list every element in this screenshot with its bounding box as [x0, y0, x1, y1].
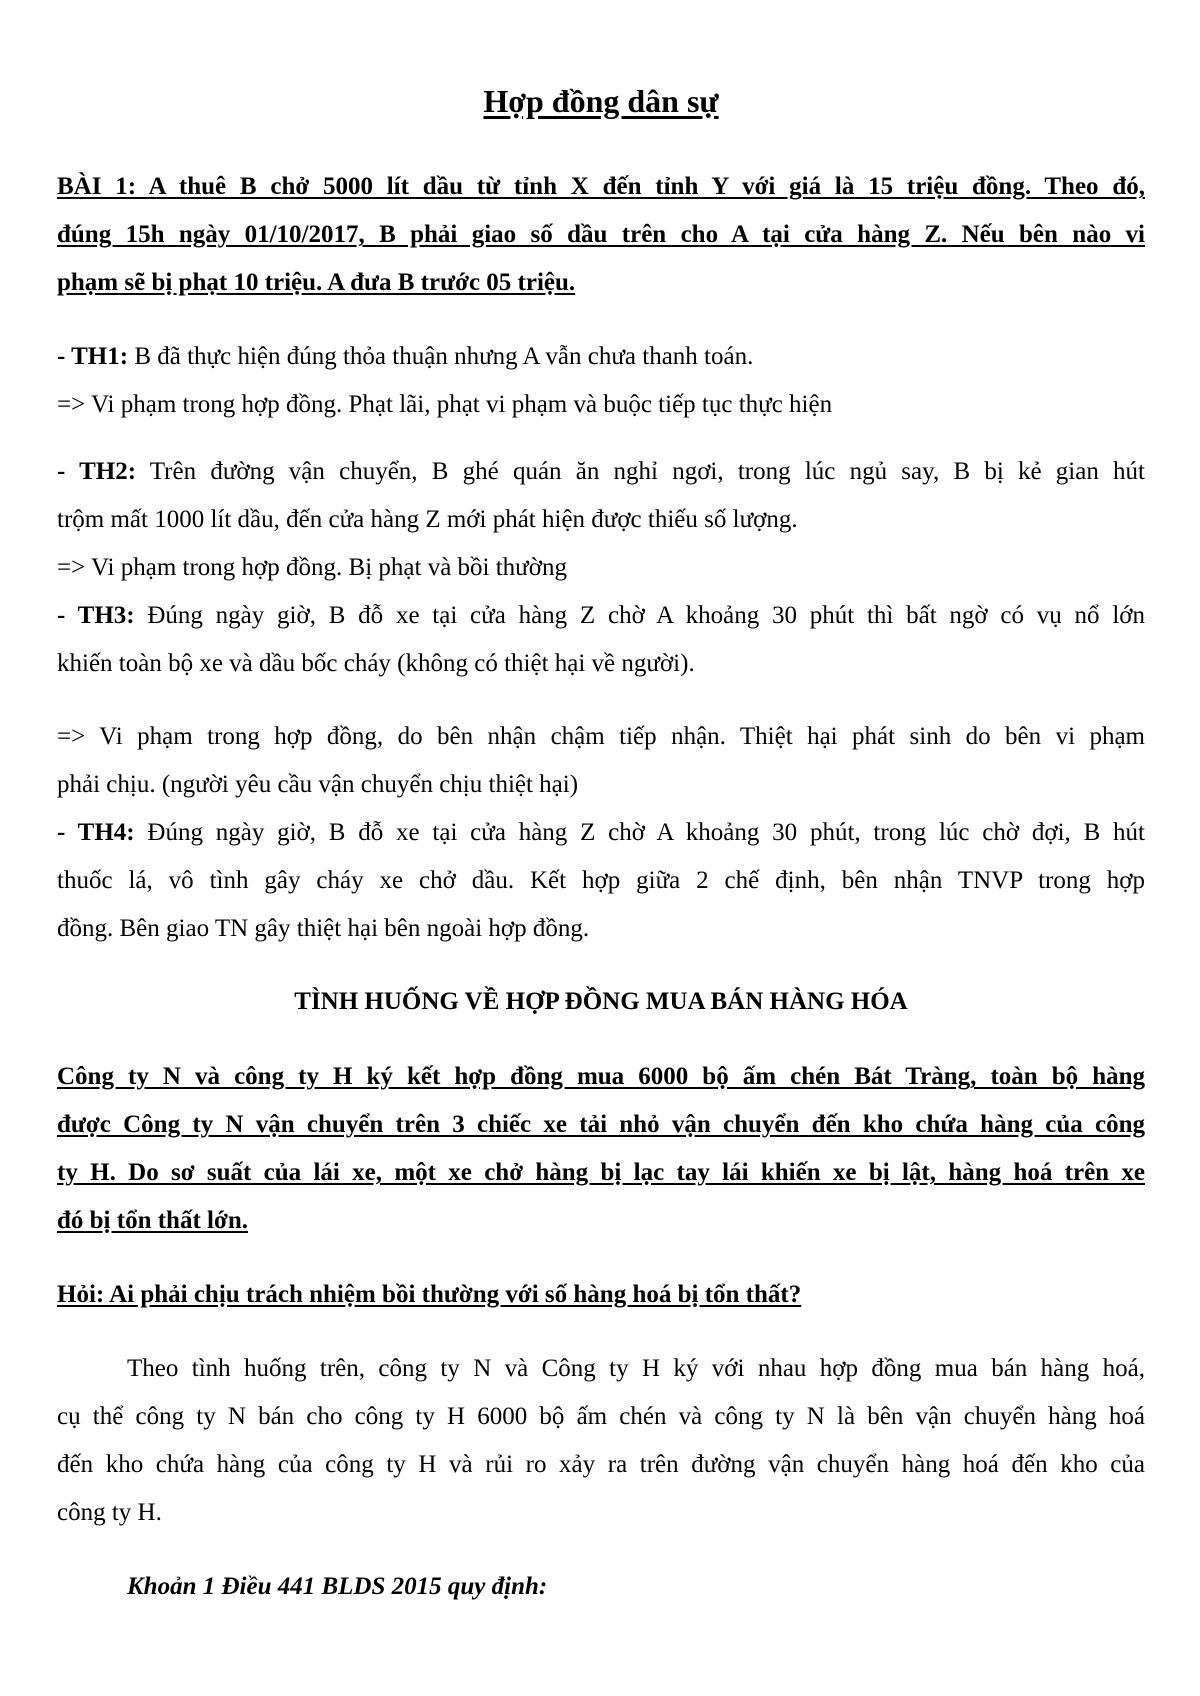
th4-line-3: đồng. Bên giao TN gây thiệt hại bên ngoài hợp đồng. — [57, 915, 590, 942]
th3-conclusion-1: => Vi phạm trong hợp đồng, do bên nhận chậm tiếp nhận. Thiệt hại phát sinh do bên vi phạm — [57, 723, 1145, 750]
th2-line-2: trộm mất 1000 lít dầu, đến cửa hàng Z mới phát hiện được thiếu số lượng. — [57, 506, 798, 533]
th2-line-1 — [57, 457, 1145, 487]
bai1-line-2: đúng 15h ngày 01/10/2017, B phải giao số dầu trên cho A tại cửa hàng Z. Nếu bên nào vi — [57, 221, 1145, 248]
th4-text-1: Đúng ngày giờ, B đỗ xe tại cửa hàng Z chờ A khoảng 30 phút, trong lúc chờ đợi, B hút — [134, 819, 1145, 846]
th2-conclusion: => Vi phạm trong hợp đồng. Bị phạt và bồi thường — [57, 554, 567, 581]
law-reference: Khoản 1 Điều 441 BLDS 2015 quy định: — [127, 1573, 548, 1600]
answer-line-2: cụ thể công ty N bán cho công ty H 6000 bộ ấm chén và công ty N là bên vận chuyển hàng hoá — [57, 1403, 1145, 1430]
th3-text-1: Đúng ngày giờ, B đỗ xe tại cửa hàng Z chờ A khoảng 30 phút thì bất ngờ có vụ nổ lớn — [134, 602, 1145, 629]
answer-line-3: đến kho chứa hàng của công ty H và rủi ro xảy ra trên đường vận chuyển hàng hoá đến kho của — [57, 1451, 1145, 1478]
th3-conclusion-2: phải chịu. (người yêu cầu vận chuyển chịu thiệt hại) — [57, 771, 579, 798]
case-line-1: Công ty N và công ty H ký kết hợp đồng mua 6000 bộ ấm chén Bát Tràng, toàn bộ hàng — [57, 1063, 1145, 1090]
page-title: Hợp đồng dân sự — [483, 83, 719, 119]
th1-text: B đã thực hiện đúng thỏa thuận nhưng A vẫn chưa thanh toán. — [128, 343, 754, 370]
case-line-3: ty H. Do sơ suất của lái xe, một xe chở hàng bị lạc tay lái khiến xe bị lật, hàng hoá trên xe — [57, 1159, 1145, 1186]
case-line-4: đó bị tổn thất lớn. — [57, 1207, 248, 1234]
th1-label: - TH1: — [57, 343, 129, 370]
case-question: Hỏi: Ai phải chịu trách nhiệm bồi thường với số hàng hoá bị tổn thất? — [57, 1281, 802, 1308]
th3-label: - TH3: — [57, 602, 135, 629]
th4-label: - TH4: — [57, 819, 135, 846]
bai1-line-1: BÀI 1: A thuê B chở 5000 lít dầu từ tỉnh X đến tỉnh Y với giá là 15 triệu đồng. Theo đó, — [57, 173, 1145, 200]
th1-conclusion: => Vi phạm trong hợp đồng. Phạt lãi, phạt vi phạm và buộc tiếp tục thực hiện — [57, 391, 833, 418]
section-heading: TÌNH HUỐNG VỀ HỢP ĐỒNG MUA BÁN HÀNG HÓA — [294, 988, 908, 1015]
th2-label: - TH2: — [57, 458, 137, 485]
answer-line-1: Theo tình huống trên, công ty N và Công ty H ký với nhau hợp đồng mua bán hàng hoá, — [127, 1355, 1145, 1382]
answer-line-4: công ty H. — [57, 1499, 162, 1526]
th4-line-1 — [57, 818, 1145, 848]
th3-line-1 — [57, 601, 1145, 631]
th2-text-1: Trên đường vận chuyển, B ghé quán ăn nghỉ ngơi, trong lúc ngủ say, B bị kẻ gian hút — [136, 458, 1145, 485]
th1-line — [57, 342, 753, 372]
case-line-2: được Công ty N vận chuyển trên 3 chiếc xe tải nhỏ vận chuyển đến kho chứa hàng của công — [57, 1111, 1145, 1138]
th4-line-2: thuốc lá, vô tình gây cháy xe chở dầu. Kết hợp giữa 2 chế định, bên nhận TNVP trong hợp — [57, 867, 1145, 894]
th3-line-2: khiến toàn bộ xe và dầu bốc cháy (không có thiệt hại về người). — [57, 650, 695, 677]
bai1-line-3: phạm sẽ bị phạt 10 triệu. A đưa B trước 05 triệu. — [57, 269, 576, 296]
